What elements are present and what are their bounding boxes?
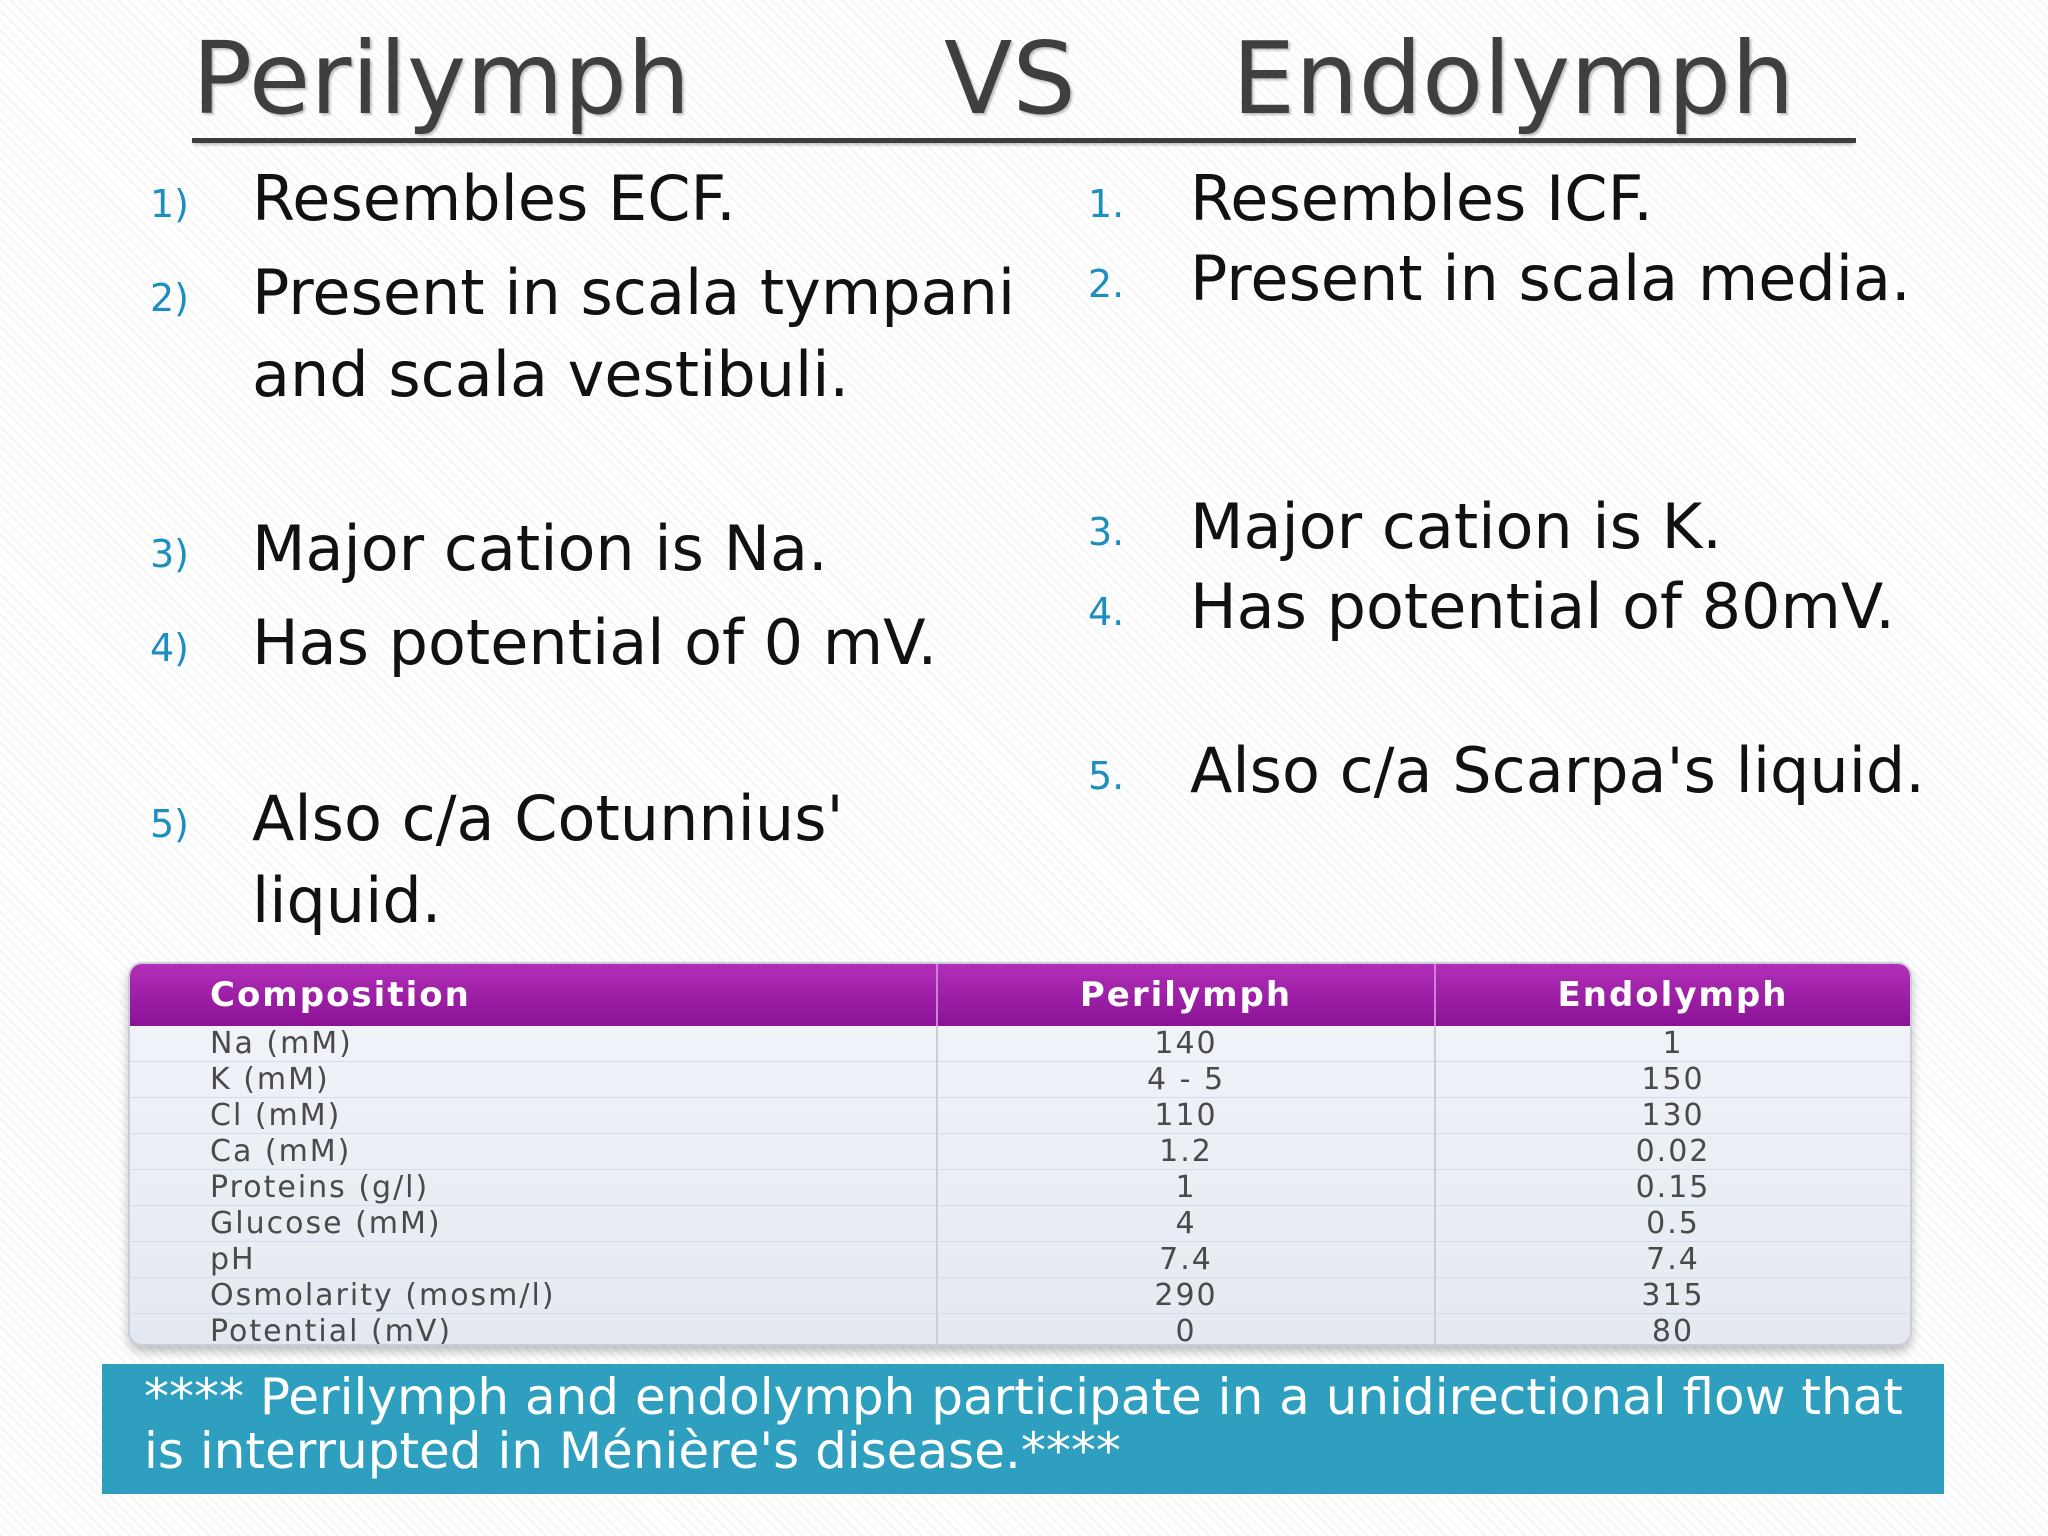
cell-composition: pH: [130, 1242, 937, 1278]
list-text: Resembles ECF.: [252, 162, 736, 235]
cell-endolymph: 7.4: [1435, 1242, 1910, 1278]
cell-endolymph: 80: [1435, 1314, 1910, 1347]
header-perilymph: Perilymph: [937, 964, 1435, 1026]
cell-perilymph: 140: [937, 1026, 1435, 1062]
cell-composition: K (mM): [130, 1062, 937, 1098]
title-endolymph: Endolymph: [1232, 20, 1795, 137]
table-row: [130, 1314, 1910, 1347]
table-row: [130, 1026, 1910, 1062]
list-number: 2): [150, 276, 190, 320]
list-text: Major cation is K.: [1190, 490, 1722, 563]
cell-composition: Proteins (g/l): [130, 1170, 937, 1206]
list-number: 3.: [1088, 510, 1125, 554]
cell-composition: Ca (mM): [130, 1134, 937, 1170]
cell-perilymph: 4 - 5: [937, 1062, 1435, 1098]
cell-endolymph: 150: [1435, 1062, 1910, 1098]
table-row: [130, 1134, 1910, 1170]
title-perilymph: Perilymph: [192, 20, 691, 137]
table-header-row: [130, 964, 1910, 1026]
cell-perilymph: 7.4: [937, 1242, 1435, 1278]
table-row: [130, 1170, 1910, 1206]
list-number: 5.: [1088, 754, 1125, 798]
list-number: 5): [150, 802, 190, 846]
table-row: [130, 1062, 1910, 1098]
list-number: 3): [150, 532, 190, 576]
list-text: Also c/a Cotunnius' liquid.: [252, 782, 844, 937]
cell-perilymph: 4: [937, 1206, 1435, 1242]
cell-endolymph: 1: [1435, 1026, 1910, 1062]
list-text: Present in scala media.: [1190, 242, 1911, 315]
cell-composition: Osmolarity (mosm/l): [130, 1278, 937, 1314]
cell-perilymph: 290: [937, 1278, 1435, 1314]
table-row: [130, 1206, 1910, 1242]
list-number: 1.: [1088, 182, 1125, 226]
cell-perilymph: 0: [937, 1314, 1435, 1347]
list-text: Has potential of 0 mV.: [252, 606, 938, 679]
cell-composition: Glucose (mM): [130, 1206, 937, 1242]
header-composition: Composition: [130, 964, 937, 1026]
list-text: Present in scala tympani and scala vestibuli.: [252, 256, 1016, 411]
cell-perilymph: 110: [937, 1098, 1435, 1134]
cell-endolymph: 0.5: [1435, 1206, 1910, 1242]
list-number: 2.: [1088, 262, 1125, 306]
cell-composition: Na (mM): [130, 1026, 937, 1062]
list-text: Major cation is Na.: [252, 512, 828, 585]
cell-endolymph: 0.02: [1435, 1134, 1910, 1170]
cell-perilymph: 1: [937, 1170, 1435, 1206]
composition-table: [128, 962, 1912, 1346]
title-vs: VS: [944, 20, 1076, 137]
list-number: 1): [150, 182, 190, 226]
list-text: Has potential of 80mV.: [1190, 570, 1896, 643]
list-text: Resembles ICF.: [1190, 162, 1654, 235]
list-text: Also c/a Scarpa's liquid.: [1190, 734, 1925, 807]
header-endolymph: Endolymph: [1435, 964, 1910, 1026]
list-number: 4): [150, 626, 190, 670]
table-row: [130, 1098, 1910, 1134]
cell-perilymph: 1.2: [937, 1134, 1435, 1170]
cell-composition: Cl (mM): [130, 1098, 937, 1134]
table-row: [130, 1278, 1910, 1314]
footer-note: **** Perilymph and endolymph participate in a unidirectional flow that is interrupted in Ménière's disease.****: [102, 1364, 1944, 1494]
slide-title: [192, 20, 1856, 143]
cell-composition: Potential (mV): [130, 1314, 937, 1347]
cell-endolymph: 130: [1435, 1098, 1910, 1134]
composition-table-grid: [130, 964, 1910, 1346]
cell-endolymph: 0.15: [1435, 1170, 1910, 1206]
list-number: 4.: [1088, 590, 1125, 634]
cell-endolymph: 315: [1435, 1278, 1910, 1314]
table-row: [130, 1242, 1910, 1278]
